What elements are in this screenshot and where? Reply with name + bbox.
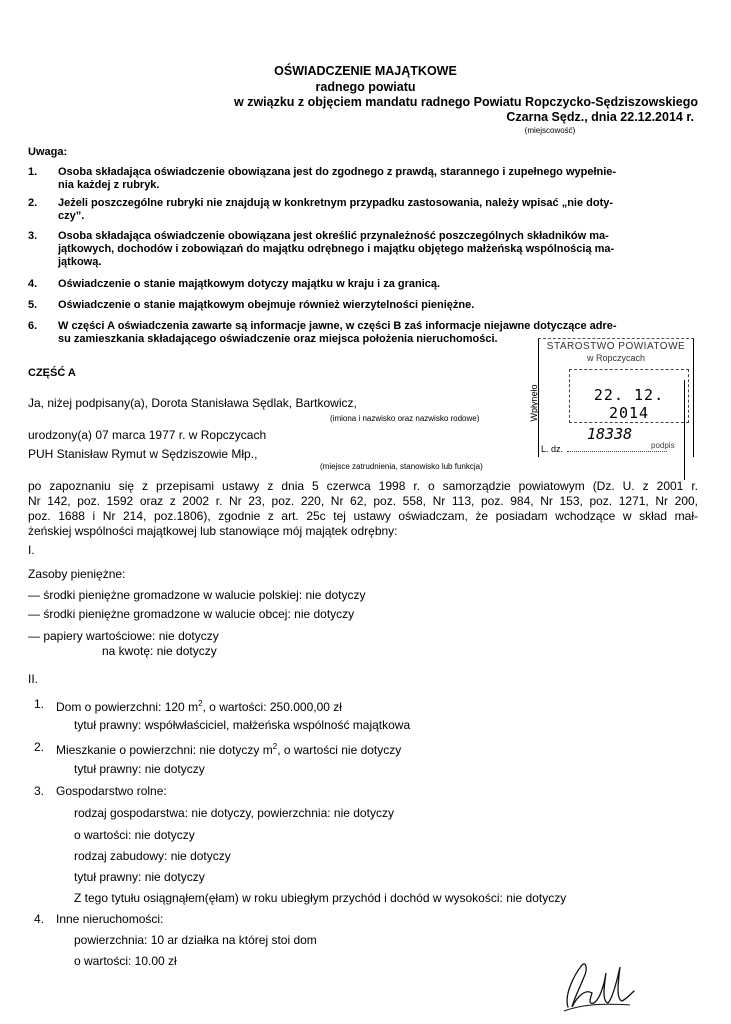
item-number: 1. bbox=[34, 697, 45, 711]
list-item: — środki pieniężne gromadzone w walucie obcej: nie dotyczy bbox=[28, 607, 355, 621]
farm-line: Z tego tytułu osiągnąłem(ęłam) w roku ubiegłym przychód i dochód w wysokości: nie dotyczy bbox=[74, 891, 567, 905]
other-property-heading: Inne nieruchomości: bbox=[56, 912, 164, 926]
item-number: 2. bbox=[34, 740, 45, 754]
list-item: — środki pieniężne gromadzone w walucie polskiej: nie dotyczy bbox=[28, 588, 366, 602]
list-item: — papiery wartościowe: nie dotyczy bbox=[28, 629, 219, 643]
item-number: 3. bbox=[34, 784, 45, 798]
note-number: 5. bbox=[28, 299, 38, 311]
employer-line: PUH Stanisław Rymut w Sędziszowie Młp., bbox=[28, 447, 258, 461]
house-area: Dom o powierzchni: 120 m bbox=[56, 700, 199, 714]
apartment-value: , o wartości nie dotyczy bbox=[277, 743, 402, 757]
intro-line: żeńskiej wspólności majątkowej lub stanowiące mój majątek odrębny: bbox=[28, 524, 398, 538]
note-text: su zamieszkania składającego oświadczenie oraz miejsca położenia nieruchomości. bbox=[58, 333, 498, 345]
apartment-title: tytuł prawny: nie dotyczy bbox=[74, 762, 205, 776]
stamp-edge-line bbox=[684, 380, 685, 480]
note-number: 4. bbox=[28, 278, 38, 290]
house-value: , o wartości: 250.000,00 zł bbox=[202, 700, 342, 714]
stamp-office: STAROSTWO POWIATOWE bbox=[546, 341, 686, 352]
place-date: Czarna Sędz., dnia 22.12.2014 r. bbox=[506, 110, 694, 124]
farm-heading: Gospodarstwo rolne: bbox=[56, 784, 167, 798]
other-property-line: o wartości: 10.00 zł bbox=[74, 954, 177, 968]
stamp-number: 18338 bbox=[587, 425, 633, 443]
note-number: 6. bbox=[28, 320, 38, 332]
stamp-signature-caption: podpis bbox=[651, 441, 675, 450]
section-i-title: Zasoby pieniężne: bbox=[28, 567, 126, 581]
item-number: 4. bbox=[34, 912, 45, 926]
document-subtitle: radnego powiatu bbox=[315, 80, 416, 94]
note-text: Jeżeli poszczególne rubryki nie znajdują w konkretnym przypadku zastosowania, należy wpisać „nie doty- bbox=[58, 197, 614, 209]
stamp-ldz: L. dz. bbox=[541, 444, 564, 454]
note-number: 2. bbox=[28, 197, 38, 209]
farm-line: rodzaj zabudowy: nie dotyczy bbox=[74, 849, 231, 863]
intro-line: poz. 1688 i Nr 214, poz.1806), zgodnie z art. 25c tej ustawy oświadczam, że posiadam wchodzące w skład mał- bbox=[28, 509, 698, 523]
note-text: W części A oświadczenia zawarte są informacje jawne, w części B zaś informacje niejawne dotyczące adre- bbox=[58, 320, 617, 332]
note-number: 3. bbox=[28, 230, 38, 242]
amount-line: na kwotę: nie dotyczy bbox=[102, 644, 217, 658]
registry-stamp bbox=[529, 338, 694, 457]
stamp-date: 22. 12. 2014 bbox=[593, 386, 665, 422]
note-text: Oświadczenie o stanie majątkowym obejmuje również wierzytelności pieniężne. bbox=[58, 299, 475, 311]
note-text: czy”. bbox=[58, 210, 85, 222]
declarant-caption: (imiona i nazwisko oraz nazwisko rodowe) bbox=[330, 414, 480, 423]
note-text: Oświadczenie o stanie majątkowym dotyczy majątku w kraju i za granicą. bbox=[58, 278, 441, 290]
farm-line: rodzaj gospodarstwa: nie dotyczy, powierzchnia: nie dotyczy bbox=[74, 806, 394, 820]
note-text: Osoba składająca oświadczenie obowiązana jest do zgodnego z prawdą, starannego i zupełnego wypełnie- bbox=[58, 166, 617, 178]
area-unit-exponent: 2 bbox=[198, 699, 203, 708]
notes-title: Uwaga: bbox=[28, 146, 68, 158]
house-line bbox=[56, 697, 342, 714]
note-text: jątkowych, dochodów i zobowiązań do majątku odrębnego i majątku objętego małżeńską wspólnością ma- bbox=[58, 243, 615, 255]
note-text: Osoba składająca oświadczenie obowiązana jest określić przynależność poszczególnych składników ma- bbox=[58, 230, 609, 242]
area-unit-exponent: 2 bbox=[272, 742, 278, 751]
section-i-number: I. bbox=[28, 543, 35, 557]
other-property-line: powierzchnia: 10 ar działka na której stoi dom bbox=[74, 933, 317, 947]
part-a-heading: CZĘŚĆ A bbox=[28, 367, 76, 379]
farm-line: tytuł prawny: nie dotyczy bbox=[74, 870, 205, 884]
declarant-line: Ja, niżej podpisany(a), Dorota Stanisława Sędlak, Bartkowicz, bbox=[28, 396, 357, 410]
apartment-area: Mieszkanie o powierzchni: nie dotyczy m bbox=[56, 743, 273, 757]
employer-caption: (miejsce zatrudnienia, stanowisko lub funkcja) bbox=[320, 462, 483, 471]
birth-line: urodzony(a) 07 marca 1977 r. w Ropczycach bbox=[28, 428, 267, 442]
apartment-line bbox=[56, 740, 401, 757]
note-number: 1. bbox=[28, 166, 38, 178]
stamp-dotted-line bbox=[567, 451, 667, 452]
place-caption: (miejscowość) bbox=[524, 126, 576, 135]
farm-line: o wartości: nie dotyczy bbox=[74, 828, 195, 842]
stamp-received-label: Wpłynęło bbox=[529, 384, 539, 422]
intro-line: Nr 142, poz. 1592 oraz z 2002 r. Nr 23, poz. 220, Nr 62, poz. 558, Nr 113, poz. 984, Nr 153, poz. 1271, Nr 200, bbox=[28, 494, 698, 508]
mandate-line: w związku z objęciem mandatu radnego Powiatu Ropczycko-Sędziszowskiego bbox=[234, 95, 698, 109]
section-ii-number: II. bbox=[28, 672, 39, 686]
note-text: nia każdej z rubryk. bbox=[58, 179, 160, 191]
intro-line: po zapoznaniu się z przepisami ustawy z dnia 5 czerwca 1998 r. o samorządzie powiatowym (Dz. U. z 2001 r. bbox=[28, 479, 698, 493]
note-text: jątkową. bbox=[58, 256, 102, 268]
handwritten-signature bbox=[560, 955, 640, 1015]
house-title: tytuł prawny: współwłaściciel, małżeńska wspólność majątkowa bbox=[74, 718, 411, 732]
document-title: OŚWIADCZENIE MAJĄTKOWE bbox=[274, 64, 457, 78]
stamp-town: w Ropczycach bbox=[586, 353, 646, 363]
stamp-date-box bbox=[569, 369, 689, 423]
